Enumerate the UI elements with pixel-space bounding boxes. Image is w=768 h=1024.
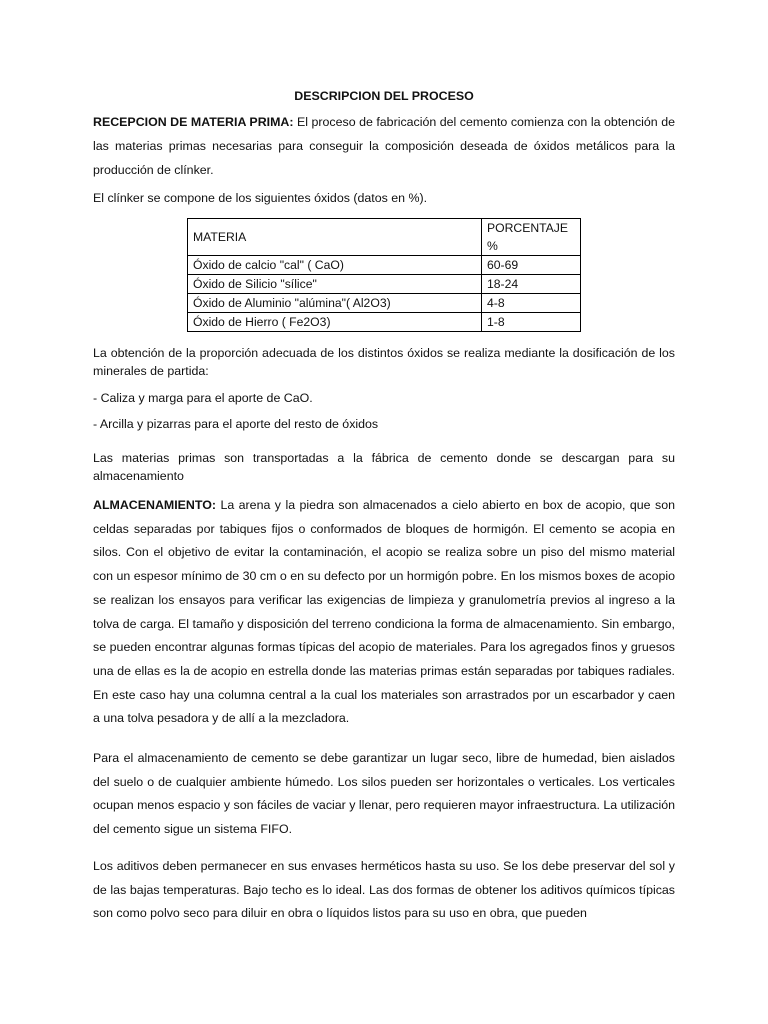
cemento-almacen-paragraph: Para el almacenamiento de cemento se debe garantizar un lugar seco, libre de humedad, bien aislados del suelo o de cualquier ambiente húmedo. Los silos pueden ser horizontales o verticales. Los verticales ocupan menos espacio y son fáciles de vaciar y llenar, pero requieren mayor infraestructura. La utilización del cemento sigue un sistema FIFO.: [93, 751, 675, 837]
bullet-item: - Caliza y marga para el aporte de CaO.: [93, 391, 313, 405]
table-cell: 60-69: [482, 256, 581, 275]
almacenamiento-heading: ALMACENAMIENTO:: [93, 498, 216, 512]
aditivos-paragraph: Los aditivos deben permanecer en sus envases herméticos hasta su uso. Se los debe preservar del sol y de las bajas temperaturas. Bajo techo es lo ideal. Las dos formas de obtener los aditivos químicos típicas son como polvo seco para diluir en obra o líquidos listos para su uso en obra, que pueden: [93, 859, 675, 921]
header-materia: MATERIA: [188, 219, 482, 256]
recepcion-text: El proceso de fabricación del cemento comienza con la obtención de las materias primas necesarias para conseguir la composición deseada de óxidos metálicos para la producción de clínker.: [93, 115, 675, 177]
table-row: [188, 256, 581, 275]
almacenamiento-paragraph: [93, 494, 675, 731]
header-porcentaje: PORCENTAJE %: [482, 219, 581, 256]
table-cell: Óxido de Silicio "sílice": [188, 275, 482, 294]
table-cell: Óxido de Aluminio "alúmina"( Al2O3): [188, 294, 482, 313]
table-cell: 18-24: [482, 275, 581, 294]
recepcion-heading: RECEPCION DE MATERIA PRIMA:: [93, 115, 294, 129]
almacenamiento-text: La arena y la piedra son almacenados a cielo abierto en box de acopio, que son celdas separadas por tabiques fijos o conformados de bloques de hormigón. El cemento se acopia en silos. Con el objetivo de evitar la contaminación, el acopio se realiza sobre un piso del mismo material con un espesor mínimo de 30 cm o en su defecto por un hormigón pobre. En los mismos boxes de acopio se realizan los ensayos para verificar las exigencias de limpieza y granulometría previos al ingreso a la tolva de carga. El tamaño y disposición del terreno condiciona la forma de almacenamiento. Sin embargo, se pueden encontrar algunas formas típicas del acopio de materiales. Para los agregados finos y gruesos una de ellas es la de acopio en estrella donde las materias primas están separadas por tabiques radiales. En este caso hay una columna central a la cual los materiales son arrastrados por un escarbador y caen a una tolva pesadora y de allí a la mezcladora.: [93, 498, 675, 726]
table-cell: Óxido de calcio "cal" ( CaO): [188, 256, 482, 275]
clinker-intro: El clínker se compone de los siguientes óxidos (datos en %).: [93, 191, 428, 205]
table-cell: 1-8: [482, 313, 581, 332]
document-title: DESCRIPCION DEL PROCESO: [294, 89, 474, 103]
table-row: [188, 275, 581, 294]
proporcion-paragraph: La obtención de la proporción adecuada de los distintos óxidos se realiza mediante la dosificación de los minerales de partida:: [93, 346, 675, 378]
recepcion-paragraph: [93, 110, 675, 182]
table-row: [188, 294, 581, 313]
bullet-item: - Arcilla y pizarras para el aporte del resto de óxidos: [93, 417, 379, 431]
table-row: [188, 313, 581, 332]
table-cell: Óxido de Hierro ( Fe2O3): [188, 313, 482, 332]
oxides-table: [187, 218, 581, 332]
table-header-row: [188, 219, 581, 256]
transporte-paragraph: Las materias primas son transportadas a la fábrica de cemento donde se descargan para su almacenamiento: [93, 451, 675, 483]
table-cell: 4-8: [482, 294, 581, 313]
